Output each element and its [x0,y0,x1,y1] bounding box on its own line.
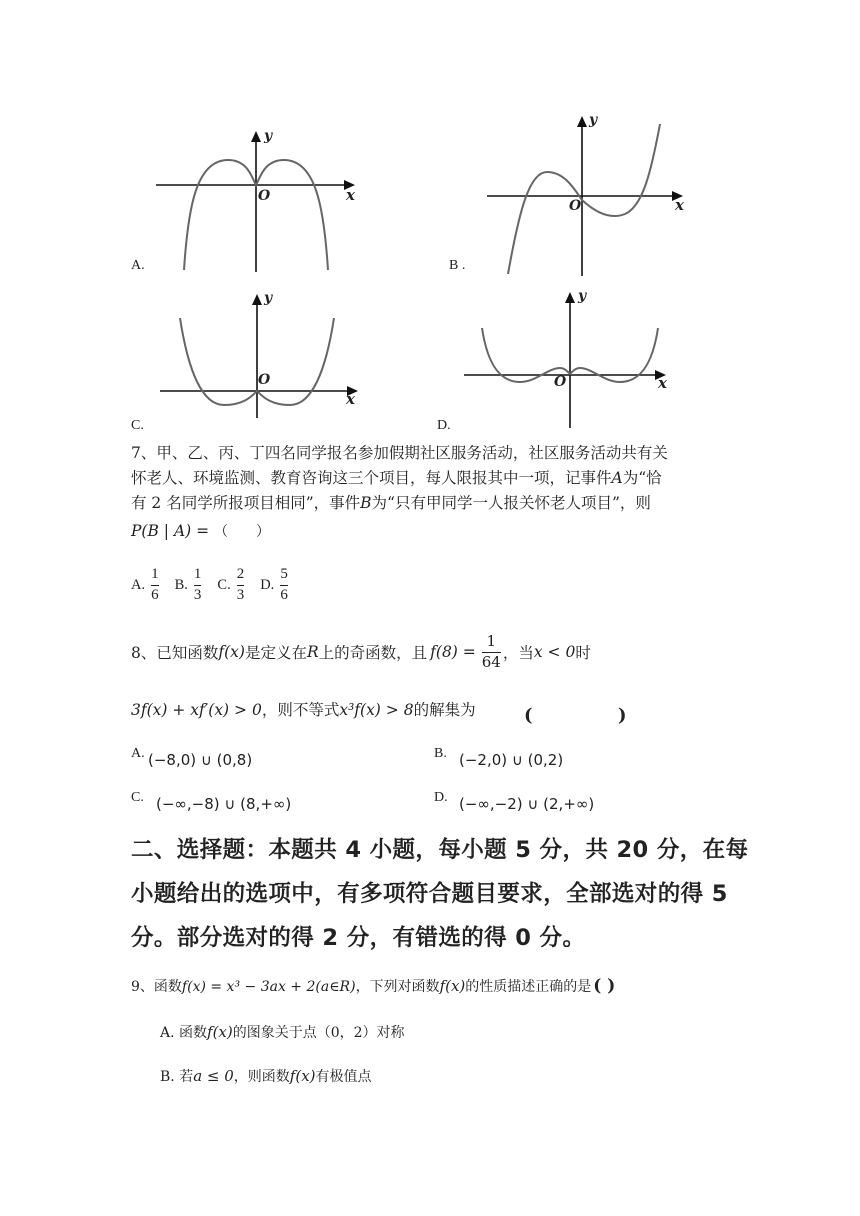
numerator: 1 [151,566,159,582]
section-2-line-2: 小题给出的选项中，有多项符合题目要求，全部选对的得 5 [131,881,728,907]
graph-c-plot [158,290,368,420]
q9-option-b-fx: f(x) [289,1067,316,1085]
q7-option-d-fraction [280,567,288,604]
section-2-line-1: 二、选择题：本题共 4 小题，每小题 5 分，共 20 分，在每 [131,837,749,863]
y-axis-label: y [589,112,598,128]
origin-label: O [554,374,567,390]
y-axis-arrow-icon [565,292,575,303]
q8-option-a-label: A. [131,746,145,761]
y-axis-arrow-icon [577,116,587,127]
q7-answer-paren: （ ） [214,524,271,540]
q8-suffix: 时 [575,644,591,663]
y-axis-arrow-icon [252,294,262,305]
q9-option-b [160,1066,372,1086]
graph-b-plot [485,112,695,278]
q8-prefix: 8、已知函数 [131,644,219,663]
x-axis-label: x [675,196,684,214]
denominator: 6 [151,586,159,603]
origin-label: O [258,372,271,388]
graph-a-option-label: A. [131,258,145,273]
q9-function-definition: f(x) = x³ − 3ax + 2(a∈R) [181,979,356,995]
q9-stem [131,976,615,996]
x-axis-label: x [346,390,355,408]
denominator: 3 [193,586,202,603]
q9-option-b-condition: a ≤ 0 [193,1067,234,1085]
q7-line-3a: 有 2 名同学所报项目相同”，事件 [131,494,361,512]
graph-b [485,112,695,278]
denominator: 64 [481,652,501,671]
q9-option-a-post: 的图象关于点（0，2）对称 [232,1025,405,1041]
denominator: 3 [236,586,245,603]
q8-r: R [306,643,319,662]
q8-fraction [482,634,501,671]
x-axis-label: x [658,374,667,392]
q8-paren-close: ) [618,705,627,726]
q8-option-b-label: B. [434,746,447,761]
q7-line-3 [131,490,651,516]
q8-option-c-label: C. [131,790,144,805]
q9-option-b-post: 有极值点 [315,1069,372,1085]
q9-option-a-pre: 函数 [179,1025,208,1041]
q9-option-a-label: A. [160,1025,175,1041]
q9-option-b-mid: ，则函数 [233,1069,290,1085]
y-axis-label: y [264,128,273,144]
q9-answer-paren: ( ) [593,976,616,996]
event-b: B [360,494,372,512]
q9-option-a [160,1022,405,1042]
y-axis-arrow-icon [251,131,261,142]
graph-b-curve [508,124,660,274]
q8-option-d-label: D. [434,790,448,805]
q8-option-b-value: (−2,0) ∪ (0,2) [459,751,564,769]
q7-option-b-fraction [194,567,202,604]
q7-option-d-label: D. [260,576,275,593]
q9-option-a-fx: f(x) [207,1023,233,1041]
q8-option-c-value: (−∞,−8) ∪ (8,+∞) [156,795,292,813]
origin-label: O [258,188,271,204]
q8-inequality: x³f(x) > 8 [339,701,414,719]
q7-option-c-fraction [237,567,245,604]
graph-d-option-label: D. [437,418,451,433]
q8-mid-1: 是定义在 [244,644,307,663]
q7-line-1: 7、甲、乙、丙、丁四名同学报名参加假期社区服务活动，社区服务活动共有关 [131,444,668,462]
graph-a-plot [150,128,360,278]
graph-a [150,128,360,278]
fraction-bar [280,585,288,586]
q7-line-2a: 怀老人、环境监测、教育咨询这三个项目，每人限报其中一项，记事件 [131,469,612,487]
y-axis-label: y [578,288,587,304]
q8-condition: x < 0 [533,643,576,662]
graph-d-plot [462,288,674,430]
q9-fx: f(x) [439,977,466,995]
fraction-bar [237,585,245,586]
q8-line-2-mid: ，则不等式 [261,701,340,719]
q8-line-2-end: 的解集为 [413,701,476,719]
graph-c [158,290,368,420]
q7-line-2b: 为“恰 [622,469,662,487]
q9-option-b-pre: 若 [179,1069,194,1085]
q7-option-a-fraction [151,567,159,604]
q9-suffix: 的性质描述正确的是 [465,979,592,995]
numerator: 1 [193,566,202,582]
q9-mid: ，下列对函数 [355,979,440,995]
q7-line-4 [131,518,270,545]
q7-option-a-label: A. [131,576,146,593]
q8-fx: f(x) [218,643,245,662]
q8-f8: f(8) = [430,643,476,662]
fraction-bar [194,585,202,586]
q8-line-2 [131,698,476,720]
graph-d [462,288,674,430]
numerator: 5 [280,566,288,582]
q7-options [131,567,290,604]
y-axis-label: y [264,290,273,306]
q8-paren-open: ( [524,705,533,726]
q7-expression: P(B | A) = [131,522,210,540]
q8-mid-2: 上的奇函数，且 [318,644,428,663]
q7-line-2 [131,465,662,491]
q8-condition-expr: 3f(x) + xf′(x) > 0 [131,701,262,719]
origin-label: O [569,198,582,214]
graph-c-option-label: C. [131,418,144,433]
fraction-bar [151,585,159,586]
graph-b-option-label: B . [449,258,466,273]
q7-option-b-label: B. [174,576,188,593]
q7-line-3b: 为“只有甲同学一人报关怀老人项目”，则 [371,494,651,512]
x-axis-label: x [346,186,355,204]
q7-option-c-label: C. [217,576,231,593]
q8-option-d-value: (−∞,−2) ∪ (2,+∞) [459,795,595,813]
denominator: 6 [280,586,288,603]
q8-option-a-value: (−8,0) ∪ (0,8) [148,751,253,769]
q8-mid-3: ，当 [502,644,534,663]
q8-line-1 [131,634,591,671]
q9-prefix: 9、函数 [131,979,182,995]
event-a: A [611,469,623,487]
numerator: 2 [236,566,245,582]
section-2-line-3: 分。部分选对的得 2 分，有错选的得 0 分。 [131,925,586,951]
numerator: 1 [486,632,497,650]
q9-option-b-label: B. [160,1069,175,1085]
